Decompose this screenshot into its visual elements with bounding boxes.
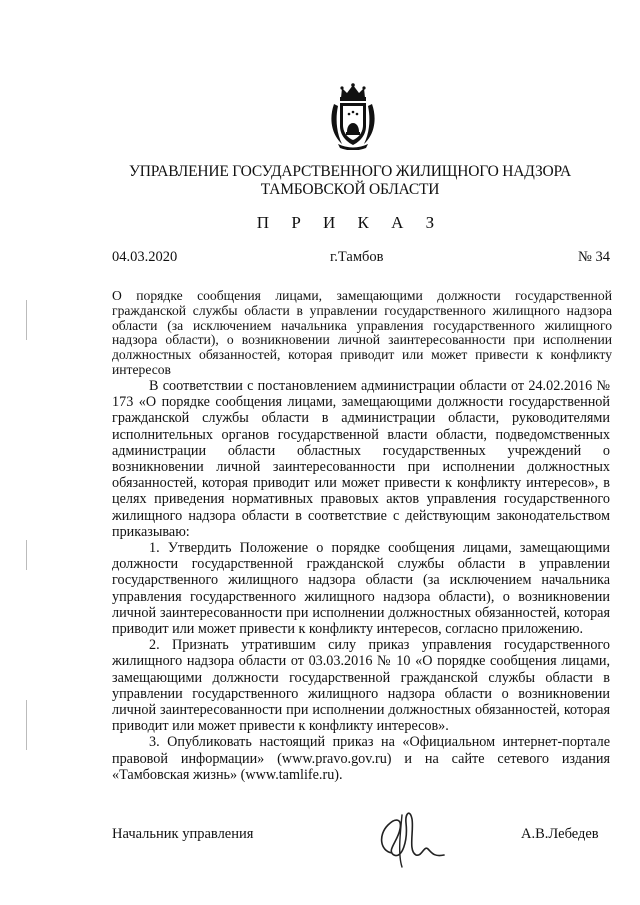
document-date: 04.03.2020 xyxy=(112,249,178,265)
signatory-title: Начальник управления xyxy=(112,826,254,842)
scan-artifact xyxy=(26,540,27,570)
organization-name-line2: ТАМБОВСКОЙ ОБЛАСТИ xyxy=(260,181,440,198)
signatory-name: А.В.Лебедев xyxy=(521,826,599,842)
document-type: П Р И К А З xyxy=(256,213,444,232)
order-item-3: 3. Опубликовать настоящий приказ на «Официальном интернет-портале правовой информации» (www.pravo.gov.ru) и на сайте сетевого издания «Тамбовская жизнь» (www.tamlife.ru). xyxy=(112,734,610,783)
scan-artifact xyxy=(26,700,27,750)
coat-of-arms-icon xyxy=(328,82,378,150)
document-city: г.Тамбов xyxy=(330,249,384,265)
document-subject: О порядке сообщения лицами, замещающими должности государственной гражданской службы области в управлении государственного жилищного надзора области (за исключением начальника управления государственного жилищного надзора области), о возникновении личной заинтересованности при исполнении должностных обязанностей, которая приводит или может привести к конфликту интересов xyxy=(112,288,612,377)
order-item-1: 1. Утвердить Положение о порядке сообщения лицами, замещающими должности государственной гражданской службы области в управлении государственного жилищного надзора области (за исключением начальника управления государственного жилищного надзора области), о возникновении личной заинтересованности при исполнении должностных обязанностей, которая приводит или может привести к конфликту интересов, согласно приложению. xyxy=(112,540,610,638)
organization-name-line1: УПРАВЛЕНИЕ ГОСУДАРСТВЕННОГО ЖИЛИЩНОГО НАДЗОРА xyxy=(129,163,571,180)
handwritten-signature xyxy=(372,805,452,871)
preamble-paragraph: В соответствии с постановлением администрации области от 24.02.2016 № 173 «О порядке сообщения лицами, замещающими должности государственной гражданской службы области в администрации области, руководителями исполнительных органов государственной власти области, подведомственных администрации области областных государственных учреждений о возникновении личной заинтересованности при исполнении должностных обязанностей, которая приводит или может привести к конфликту интересов», в целях приведения нормативных правовых актов управления государственного жилищного надзора области в соответствие с действующим законодательством приказываю: xyxy=(112,378,610,540)
scan-artifact xyxy=(26,300,27,340)
document-body xyxy=(112,378,610,783)
document-number: № 34 xyxy=(578,249,610,265)
order-item-2: 2. Признать утратившим силу приказ управления государственного жилищного надзора области от 03.03.2016 № 10 «О порядке сообщения лицами, замещающими должности государственной гражданской службы области в управлении государственного жилищного надзора области о возникновении личной заинтересованности при исполнении должностных обязанностей, которая приводит или может привести к конфликту интересов». xyxy=(112,637,610,735)
